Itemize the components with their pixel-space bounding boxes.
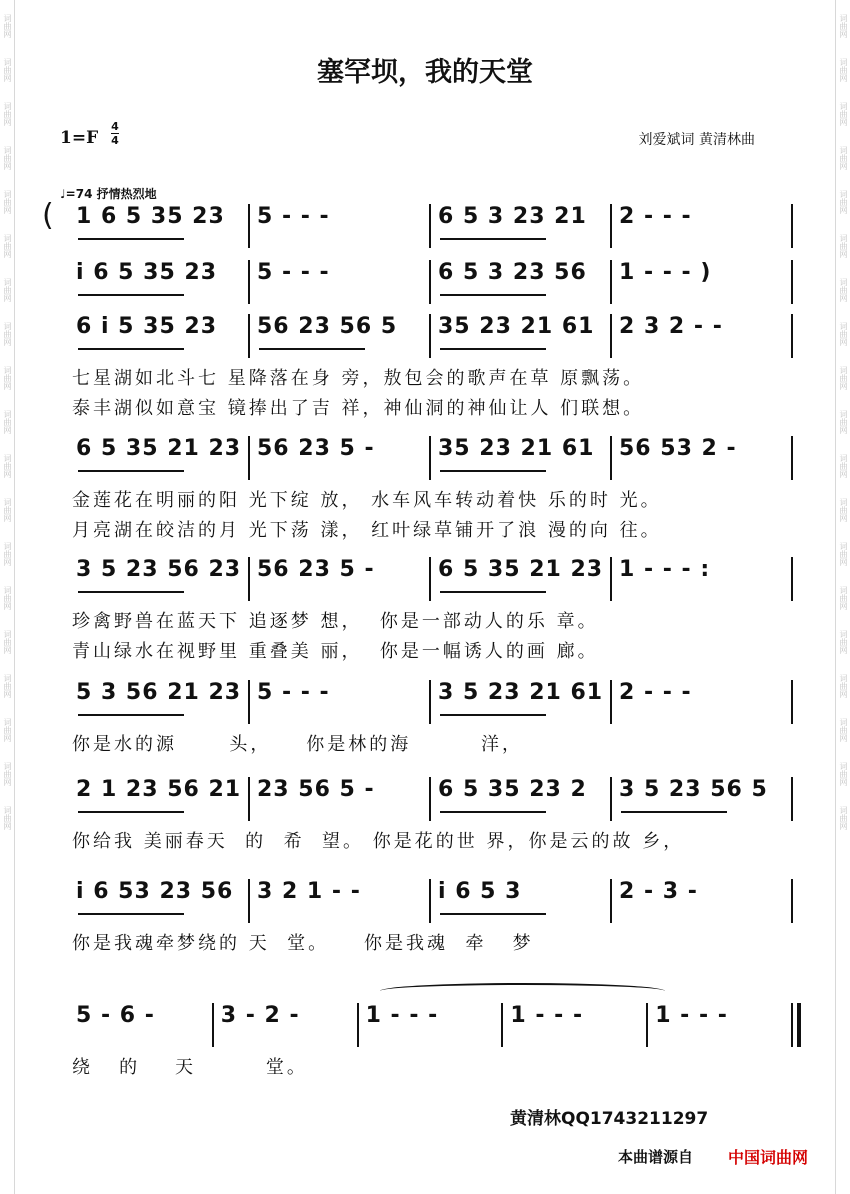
lyric-line: 珍禽野兽在蓝天下 追逐梦 想， 你是一部动人的乐 章。 (72, 611, 599, 632)
watermark-mark: 词曲网 (839, 366, 848, 390)
watermark-mark: 词曲网 (3, 806, 12, 830)
barline (501, 1003, 503, 1047)
lyric-line: 你是水的源 头， 你是林的海 洋， (72, 734, 523, 755)
measure-notes: 6 i 5 35 23 (76, 314, 218, 339)
barline (610, 436, 612, 480)
watermark-mark: 词曲网 (839, 674, 848, 698)
watermark-mark: 词曲网 (839, 102, 848, 126)
watermark-mark: 词曲网 (3, 278, 12, 302)
measure-notes: 1 - - - (655, 1003, 728, 1028)
left-watermark (1, 0, 13, 836)
measure-notes: 56 23 5 - (257, 436, 375, 461)
barline (791, 1003, 793, 1047)
measure-notes: 1 - - - : (619, 557, 711, 582)
time-signature (111, 120, 119, 147)
measure-notes: 23 56 5 - (257, 777, 375, 802)
watermark-mark: 词曲网 (3, 718, 12, 742)
watermark-mark: 词曲网 (3, 674, 12, 698)
author-contact: 黄清林QQ1743211297 (510, 1109, 709, 1129)
measure-notes: 6 5 3 23 56 (438, 260, 587, 285)
barline (212, 1003, 214, 1047)
measure-notes: 2 1 23 56 21 (76, 777, 242, 802)
watermark-mark: 词曲网 (839, 190, 848, 214)
watermark-mark: 词曲网 (839, 586, 848, 610)
lyric-line: 泰丰湖似如意宝 镜捧出了吉 祥，神仙洞的神仙让人 们联想。 (72, 398, 645, 419)
meter-top: 4 (111, 120, 119, 133)
lyric-line: 青山绿水在视野里 重叠美 丽， 你是一幅诱人的画 廊。 (72, 641, 599, 662)
barline (429, 680, 431, 724)
beam-line (440, 913, 546, 915)
barline (791, 436, 793, 480)
lyric-line: 月亮湖在皎洁的月 光下荡 漾， 红叶绿草铺开了浪 漫的向 往。 (72, 520, 662, 541)
watermark-mark: 词曲网 (839, 322, 848, 346)
watermark-mark: 词曲网 (839, 14, 848, 38)
barline (429, 204, 431, 248)
measure-notes: 5 - - - (257, 204, 330, 229)
barline (791, 680, 793, 724)
measure-notes: i 6 5 3 (438, 879, 522, 904)
barline (429, 314, 431, 358)
watermark-mark: 词曲网 (3, 58, 12, 82)
watermark-mark: 词曲网 (3, 234, 12, 258)
beam-line (78, 470, 184, 472)
beam-line (440, 591, 546, 593)
barline (429, 777, 431, 821)
measure-notes: i 6 5 35 23 (76, 260, 218, 285)
source-site-link[interactable]: 中国词曲网 (728, 1148, 809, 1167)
measure-notes: 3 - 2 - (220, 1003, 300, 1028)
barline (248, 204, 250, 248)
watermark-mark: 词曲网 (839, 542, 848, 566)
tie-arc (380, 983, 665, 999)
watermark-mark: 词曲网 (3, 586, 12, 610)
watermark-mark: 词曲网 (3, 498, 12, 522)
repeat-open-paren: ( (42, 198, 54, 233)
watermark-mark: 词曲网 (3, 146, 12, 170)
watermark-mark: 词曲网 (3, 454, 12, 478)
key-signature: 1=F (60, 128, 99, 148)
barline (248, 314, 250, 358)
beam-line (440, 348, 546, 350)
measure-notes: 35 23 21 61 (438, 436, 595, 461)
watermark-mark: 词曲网 (3, 410, 12, 434)
beam-line (440, 811, 546, 813)
barline (791, 314, 793, 358)
measure-notes: 3 5 23 56 23 (76, 557, 242, 582)
measure-notes: 56 23 5 - (257, 557, 375, 582)
barline (248, 557, 250, 601)
watermark-mark: 词曲网 (839, 410, 848, 434)
measure-notes: 1 - - - (365, 1003, 439, 1028)
measure-notes: 2 - 3 - (619, 879, 698, 904)
measure-notes: 1 6 5 35 23 (76, 204, 225, 229)
watermark-mark: 词曲网 (839, 630, 848, 654)
lyric-line: 你给我 美丽春天 的 希 望。 你是花的世 界，你是云的故 乡， (72, 831, 685, 852)
watermark-mark: 词曲网 (3, 190, 12, 214)
watermark-mark: 词曲网 (839, 762, 848, 786)
watermark-mark: 词曲网 (839, 278, 848, 302)
barline (610, 260, 612, 304)
watermark-mark: 词曲网 (839, 234, 848, 258)
barline (610, 314, 612, 358)
lyric-line: 你是我魂牵梦绕的 天 堂。 你是我魂 牵 梦 (72, 933, 534, 954)
watermark-mark: 词曲网 (839, 58, 848, 82)
watermark-mark: 词曲网 (3, 322, 12, 346)
beam-line (621, 811, 727, 813)
measure-notes: 6 5 35 23 2 (438, 777, 587, 802)
barline (791, 204, 793, 248)
barline (791, 879, 793, 923)
barline (248, 260, 250, 304)
measure-notes: 2 - - - (619, 204, 692, 229)
barline (429, 557, 431, 601)
watermark-mark: 词曲网 (839, 454, 848, 478)
barline (610, 777, 612, 821)
lyric-line: 金莲花在明丽的阳 光下绽 放， 水车风车转动着快 乐的时 光。 (72, 490, 662, 511)
measure-notes: 6 5 35 21 23 (76, 436, 242, 461)
watermark-mark: 词曲网 (3, 542, 12, 566)
lyric-line: 绕 的 天 堂。 (72, 1057, 308, 1078)
beam-line (440, 294, 546, 296)
song-title: 塞罕坝，我的天堂 (317, 57, 533, 88)
barline (791, 777, 793, 821)
measure-notes: 3 2 1 - - (257, 879, 361, 904)
measure-notes: 1 - - - ) (619, 260, 712, 285)
barline (248, 436, 250, 480)
measure-notes: 6 5 35 21 23 (438, 557, 604, 582)
measure-notes: 2 3 2 - - (619, 314, 723, 339)
watermark-mark: 词曲网 (3, 762, 12, 786)
beam-line (78, 348, 184, 350)
beam-line (440, 714, 546, 716)
measure-notes: 5 3 56 21 23 (76, 680, 242, 705)
left-margin-strip (0, 0, 15, 1194)
barline (248, 879, 250, 923)
final-barline (797, 1003, 801, 1047)
barline (610, 879, 612, 923)
watermark-mark: 词曲网 (3, 630, 12, 654)
source-label: 本曲谱源自 (618, 1148, 694, 1166)
beam-line (440, 238, 546, 240)
barline (248, 680, 250, 724)
watermark-mark: 词曲网 (839, 806, 848, 830)
credits: 刘爱斌词 黄清林曲 (638, 132, 755, 148)
beam-line (78, 913, 184, 915)
beam-line (78, 591, 184, 593)
tempo-marking: ♩=74 抒情热烈地 (60, 187, 157, 201)
barline (429, 260, 431, 304)
measure-notes: 56 23 56 5 (257, 314, 398, 339)
measure-notes: 35 23 21 61 (438, 314, 595, 339)
beam-line (440, 470, 546, 472)
barline (429, 436, 431, 480)
watermark-mark: 词曲网 (839, 146, 848, 170)
barline (646, 1003, 648, 1047)
measure-notes: i 6 53 23 56 (76, 879, 234, 904)
measure-notes: 5 - - - (257, 680, 330, 705)
beam-line (259, 348, 365, 350)
watermark-mark: 词曲网 (3, 366, 12, 390)
measure-notes: 56 53 2 - (619, 436, 737, 461)
measure-notes: 5 - 6 - (76, 1003, 155, 1028)
barline (610, 680, 612, 724)
measure-notes: 6 5 3 23 21 (438, 204, 587, 229)
barline (248, 777, 250, 821)
barline (429, 879, 431, 923)
lyric-line: 七星湖如北斗七 星降落在身 旁，敖包会的歌声在草 原飘荡。 (72, 368, 645, 389)
barline (610, 557, 612, 601)
right-margin-strip (835, 0, 850, 1194)
measure-notes: 5 - - - (257, 260, 330, 285)
measure-notes: 1 - - - (510, 1003, 584, 1028)
beam-line (78, 811, 184, 813)
watermark-mark: 词曲网 (839, 498, 848, 522)
watermark-mark: 词曲网 (839, 718, 848, 742)
beam-line (78, 714, 184, 716)
measure-notes: 2 - - - (619, 680, 692, 705)
meter-bottom: 4 (111, 134, 119, 147)
barline (791, 260, 793, 304)
barline (791, 557, 793, 601)
beam-line (78, 238, 184, 240)
measure-notes: 3 5 23 21 61 (438, 680, 604, 705)
barline (357, 1003, 359, 1047)
watermark-mark: 词曲网 (3, 102, 12, 126)
watermark-mark: 词曲网 (3, 14, 12, 38)
barline (610, 204, 612, 248)
beam-line (78, 294, 184, 296)
measure-notes: 3 5 23 56 5 (619, 777, 768, 802)
right-watermark (837, 0, 849, 836)
